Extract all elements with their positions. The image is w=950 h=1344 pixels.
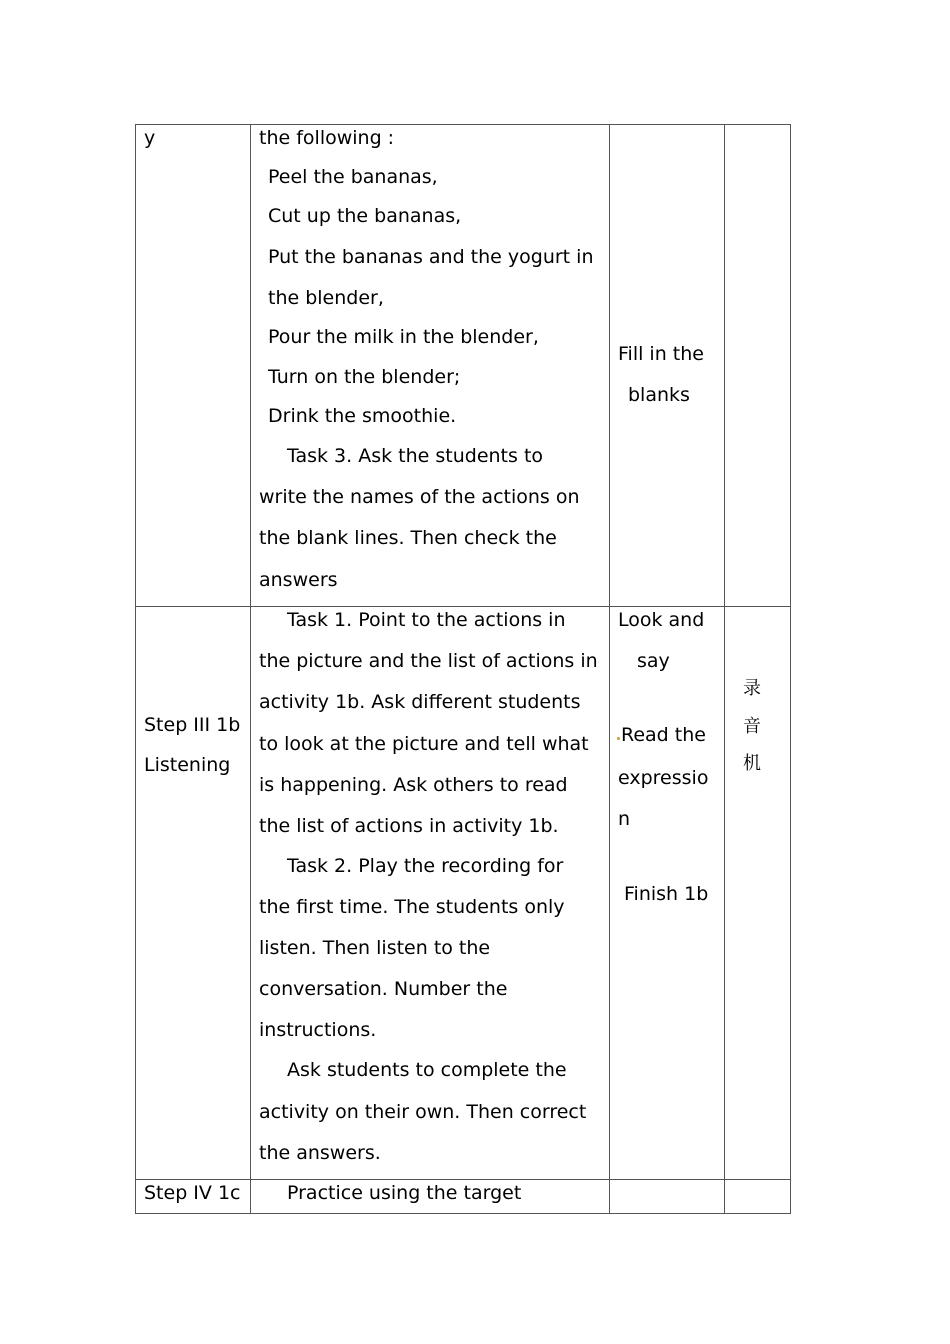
content-line: the following : (259, 127, 395, 149)
content-line: is happening. Ask others to read (259, 774, 568, 796)
content-line: the blank lines. Then check the (259, 527, 557, 549)
content-line: Turn on the blender; (268, 366, 461, 388)
activity-line: blanks (628, 384, 690, 406)
content-line: Practice using the target (287, 1182, 522, 1204)
aids-char: 录 (743, 678, 761, 699)
content-line: Put the bananas and the yogurt in (268, 246, 594, 268)
content-line: the list of actions in activity 1b. (259, 815, 559, 837)
content-line: Peel the bananas, (268, 166, 438, 188)
activity-line: Read the (621, 724, 706, 746)
activity-line: Fill in the (618, 343, 704, 365)
content-line: conversation. Number the (259, 978, 508, 1000)
row-divider (135, 1179, 790, 1180)
content-line: Task 3. Ask the students to (287, 445, 544, 467)
activity-line: Finish 1b (624, 883, 709, 905)
bullet-mark (617, 737, 620, 740)
table-border-left (135, 124, 136, 1214)
step-cell-text: Step IV 1c (144, 1182, 241, 1204)
content-line: answers (259, 569, 338, 591)
content-line: to look at the picture and tell what (259, 733, 589, 755)
content-line: Cut up the bananas, (268, 205, 462, 227)
content-line: write the names of the actions on (259, 486, 580, 508)
activity-line: say (637, 650, 670, 672)
column-divider (250, 124, 251, 1214)
step-cell-text: y (144, 127, 156, 149)
row-divider (135, 606, 790, 607)
table-border-top (135, 124, 790, 125)
column-divider (609, 124, 610, 1214)
activity-line: expressio (618, 767, 709, 789)
content-line: Pour the milk in the blender, (268, 326, 539, 348)
content-line: Task 1. Point to the actions in (287, 609, 566, 631)
column-divider (724, 124, 725, 1214)
content-line: listen. Then listen to the (259, 937, 491, 959)
content-line: Ask students to complete the (287, 1059, 567, 1081)
table-border-right (790, 124, 791, 1214)
content-line: activity on their own. Then correct (259, 1101, 587, 1123)
content-line: the answers. (259, 1142, 381, 1164)
aids-char: 机 (743, 753, 761, 774)
content-line: the blender, (268, 287, 384, 309)
content-line: instructions. (259, 1019, 377, 1041)
activity-line: Look and (618, 609, 705, 631)
step-cell-text: Listening (144, 754, 231, 776)
activity-line: n (618, 808, 631, 830)
aids-char: 音 (743, 716, 761, 737)
table-border-bottom (135, 1213, 790, 1214)
step-cell-text: Step III 1b (144, 714, 241, 736)
content-line: activity 1b. Ask different students (259, 691, 581, 713)
content-line: the picture and the list of actions in (259, 650, 598, 672)
content-line: Task 2. Play the recording for (287, 855, 564, 877)
content-line: the first time. The students only (259, 896, 565, 918)
content-line: Drink the smoothie. (268, 405, 457, 427)
